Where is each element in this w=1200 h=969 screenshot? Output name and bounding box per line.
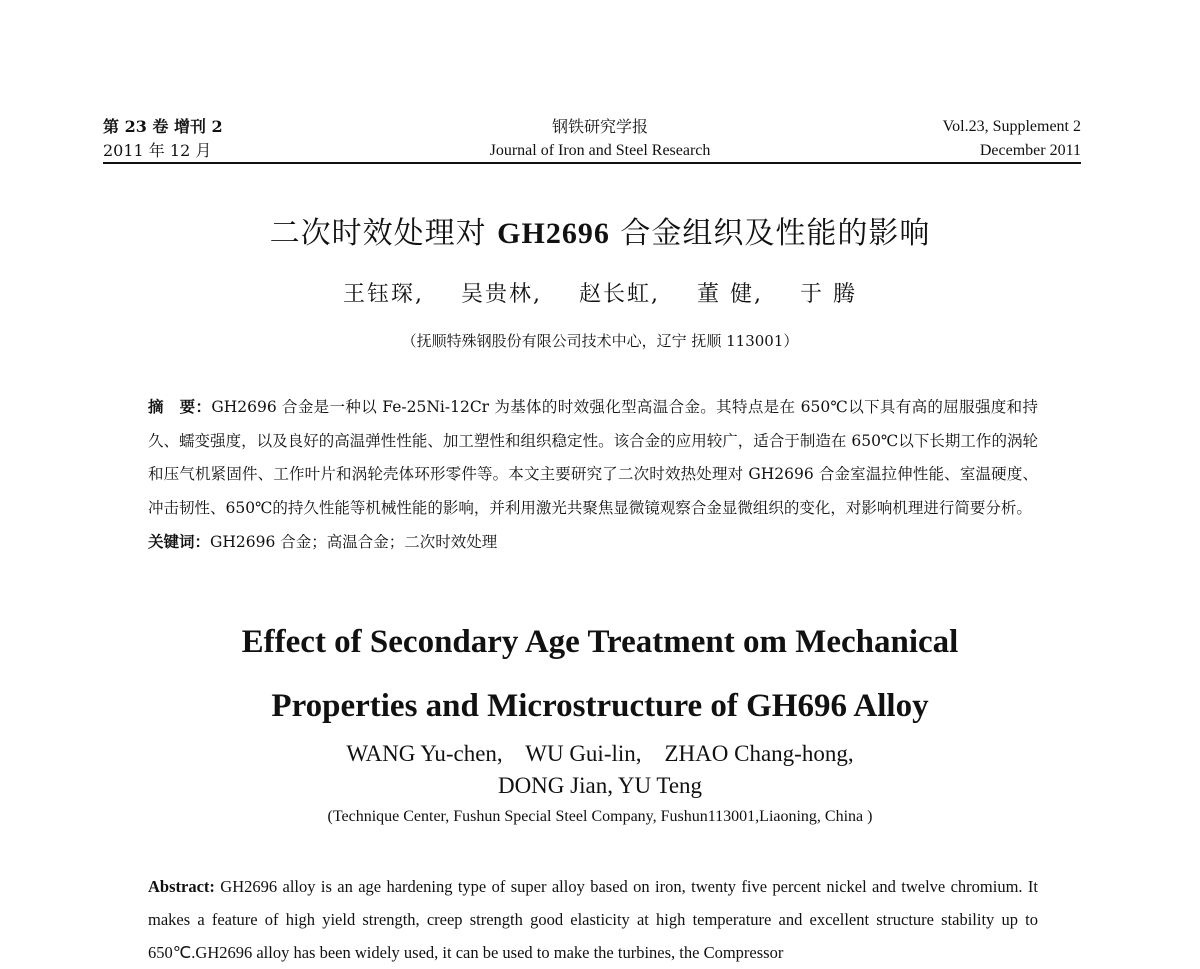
title-cn-part2: 合金组织及性能的影响 bbox=[620, 216, 931, 251]
abstract-en-label: Abstract: bbox=[148, 877, 215, 896]
affiliation-en: (Technique Center, Fushun Special Steel Company, Fushun113001,Liaoning, China ) bbox=[327, 808, 873, 825]
journal-name-en: Journal of Iron and Steel Research bbox=[489, 142, 711, 159]
paper-title-cn bbox=[0, 208, 1200, 252]
journal-date-en: December 2011 bbox=[979, 142, 1081, 159]
paper-title-en-line1: Effect of Secondary Age Treatment om Mechanical bbox=[241, 624, 959, 660]
author-cn: 吴贵林, bbox=[461, 282, 542, 307]
abstract-cn bbox=[148, 390, 1038, 560]
authors-en-line1: WANG Yu-chen, WU Gui-lin, ZHAO Chang-hong, bbox=[346, 741, 854, 766]
affiliation-cn: （抚顺特殊钢股份有限公司技术中心，辽宁 抚顺 113001） bbox=[401, 332, 799, 350]
journal-volume: 第 23 卷 增刊 2 bbox=[103, 117, 223, 136]
journal-volume-en: Vol.23, Supplement 2 bbox=[942, 118, 1081, 135]
title-cn-alloy: GH2696 bbox=[497, 217, 610, 250]
author-cn: 王钰琛, bbox=[343, 282, 424, 307]
abstract-en-text: GH2696 alloy is an age hardening type of super alloy based on iron, twenty five percent nickel and twelve chromium. It makes a feature of high yield strength, creep strength good elasticity at high temperature and excellent structure stability up to 650℃.GH2696 alloy has been widely used, it can be used to make the turbines, the Compressor bbox=[148, 877, 1039, 962]
author-cn: 于 腾 bbox=[800, 282, 857, 307]
journal-date-cn: 2011 年 12 月 bbox=[103, 141, 212, 160]
keywords-cn-label: 关键词： bbox=[148, 532, 211, 551]
authors-cn bbox=[0, 277, 1200, 308]
header-rule bbox=[103, 162, 1081, 164]
abstract-cn-label: 摘 要： bbox=[148, 397, 212, 416]
paper-title-en-line2: Properties and Microstructure of GH696 Alloy bbox=[271, 688, 929, 724]
authors-en-line2: DONG Jian, YU Teng bbox=[497, 773, 703, 798]
abstract-en bbox=[148, 870, 1038, 969]
author-cn: 赵长虹, bbox=[579, 282, 660, 307]
author-cn: 董 健, bbox=[697, 282, 763, 307]
journal-name-cn: 钢铁研究学报 bbox=[551, 117, 648, 136]
keywords-cn-text: GH2696 合金；高温合金；二次时效处理 bbox=[210, 533, 498, 551]
abstract-cn-text: GH2696 合金是一种以 Fe-25Ni-12Cr 为基体的时效强化型高温合金。其特点是在 650℃以下具有高的屈服强度和持久、蠕变强度，以及良好的高温弹性性能、加工塑性和组织稳定性。该合金的应用较广，适合于制造在 650℃以下长期工作的涡轮和压气机紧固件、工作叶片和涡轮壳体环形零件等。本文主要研究了二次时效热处理对 GH2696 合金室温拉伸性能、室温硬度、冲击韧性、650℃的持久性能等机械性能的影响，并利用激光共聚焦显微镜观察合金显微组织的变化，对影响机理进行简要分析。 bbox=[148, 398, 1038, 517]
title-cn-part1: 二次时效处理对 bbox=[269, 216, 487, 251]
